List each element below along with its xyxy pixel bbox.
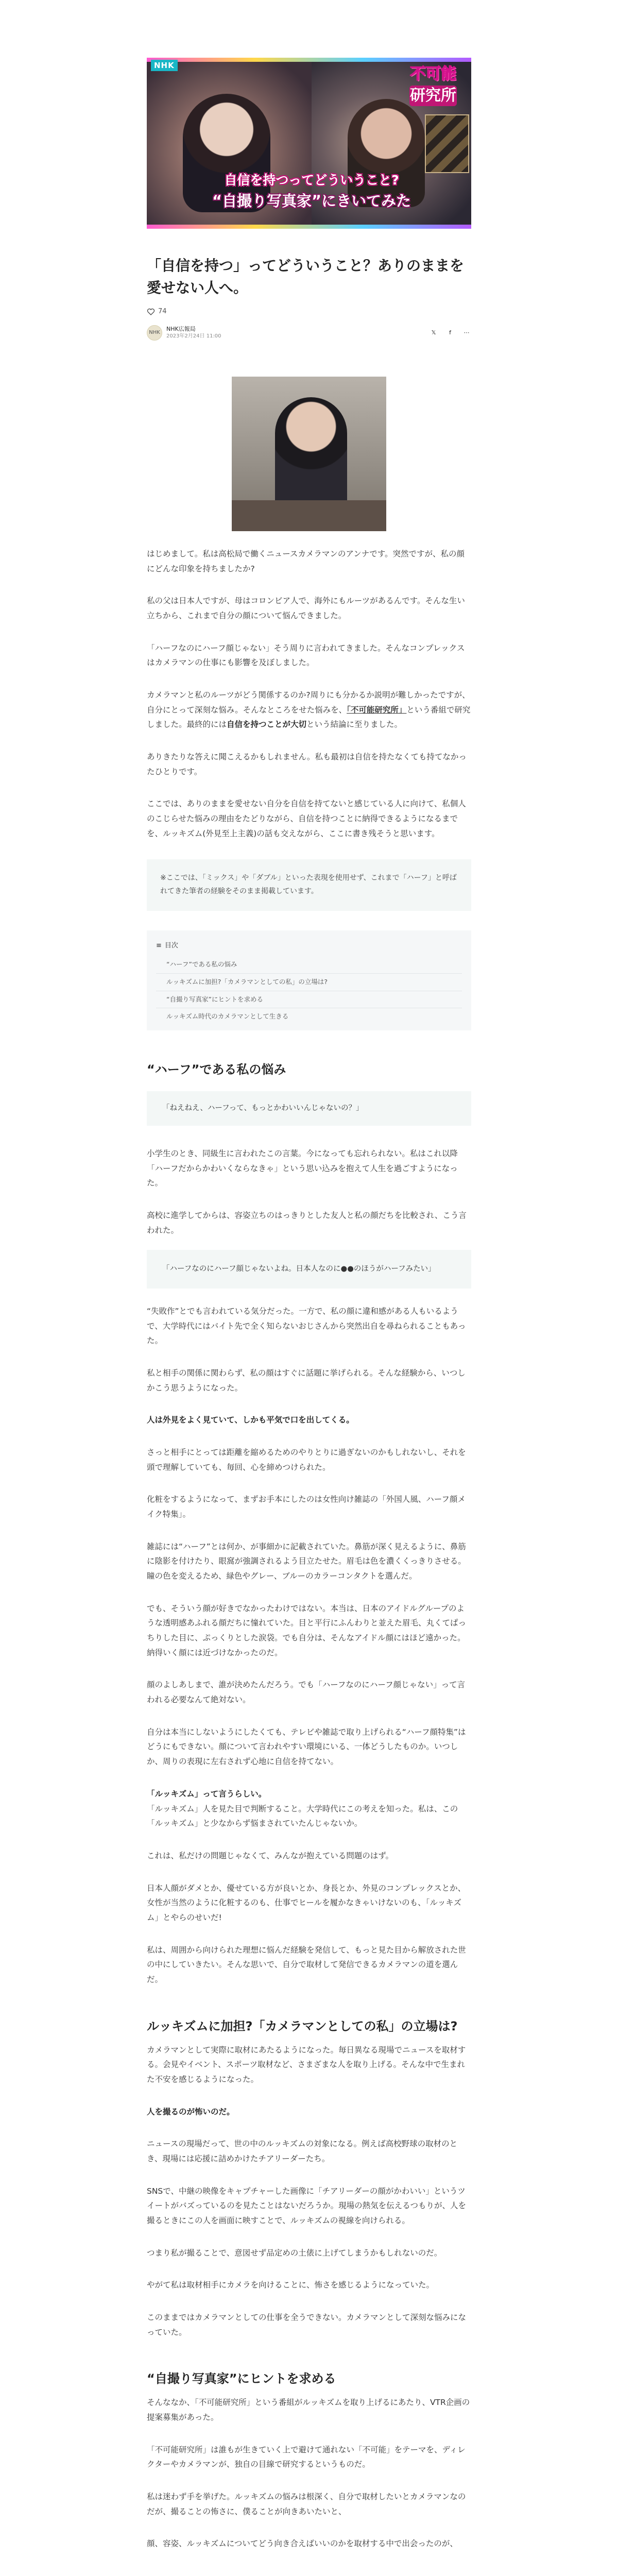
section1-paragraph-7: 化粧をするようになって、まずお手本にしたのは女性向け雑誌の「外国人風、ハーフ顔メイク特集」。 xyxy=(147,1495,466,1519)
section1-paragraph-12: 「ルッキズム」って言うらしい。 「ルッキズム」人を見た目で判断すること。大学時代にこの考えを知った。私は、この「ルッキズム」と少なからず悩まされていたんじゃないか。 xyxy=(147,1789,458,1828)
hero-top-band xyxy=(147,58,471,62)
section2-body xyxy=(147,2043,471,2340)
section1-emphasis-2: 「ルッキズム」って言うらしい。 xyxy=(147,1789,267,1799)
hero-badge-line1: 不可能 xyxy=(410,65,456,83)
avatar[interactable]: NHK xyxy=(147,325,162,341)
hero-image xyxy=(147,58,471,229)
intro-paragraph-4: カメラマンと私のルーツがどう関係するのか?周りにも分かるか説明が難しかったですが、自分にとって深刻な悩み。そんなところをせた悩みを、「不可能研究所」という番組で研究しました。最終的には自信を持つことが大切という結論に至りました。 xyxy=(147,690,471,730)
toc-item-3[interactable]: “自撮り写真家”にヒントを求める xyxy=(156,991,462,1009)
section2-emphasis: 人を撮るのが怖いのだ。 xyxy=(147,2107,235,2116)
section1-paragraph-9: でも、そういう顔が好きでなかったわけではない。本当は、日本のアイドルグループのような透明感あふれる顔だちに憧れていた。目と平行にふんわりと並えた眉毛、丸くてぱっちりした目に、ぷっくりとした涙袋。でも自分は、そんなアイドル顔にはほど遠かった。納得いく顔には近づけなかったのだ。 xyxy=(147,1603,467,1657)
section3-paragraph-1: そんななか、「不可能研究所」という番組がルッキズムを取り上げるにあたり、VTR企画の提案募集があった。 xyxy=(147,2398,470,2422)
toc-list-icon: ≡ xyxy=(156,942,162,950)
section1-emphasis-1: 人は外見をよく見ていて、しかも平気で口を出してくる。 xyxy=(147,1415,354,1425)
like-count: 74 xyxy=(158,307,167,315)
section3-body xyxy=(147,2395,471,2551)
table-of-contents xyxy=(147,930,471,1030)
article xyxy=(147,0,471,2551)
section-heading-1: “ハーフ”である私の悩み xyxy=(147,1062,286,1077)
section2-paragraph-1: カメラマンとして実際に取材にあたるようになった。毎日異なる現場でニュースを取材する。会見やイベント、スポーツ取材など、さまざまな人を取り上げる。そんな中で生まれた不安を感じるようになった。 xyxy=(147,2045,466,2084)
section1-paragraph-6: さっと相手にとっては距離を縮めるためのやりとりに過ぎないのかもしれないし、それを頭で理解していても、毎回、心を締めつけられた。 xyxy=(147,1448,466,1472)
section1-paragraph-15: 私は、周囲から向けられた理想に悩んだ経験を発信して、もっと見た目から解放された世の中にしていきたい。そんな思いで、自分で取材して発信できるカメラマンの道を選んだ。 xyxy=(147,1945,466,1984)
toc-header[interactable] xyxy=(156,940,462,952)
hero-badge-line2: 研究所 xyxy=(409,86,457,106)
section1-paragraph-11: 自分は本当にしないようにしたくても、テレビや雑誌で取り上げられる“ハーフ顔特集”はどうにもできない。顔について言われやすい環境にいる、一体どうしたものか。いつしか、周りの表現に左右されず心地に自信を持てない。 xyxy=(147,1727,466,1767)
section3-paragraph-4: 顔、容姿、ルッキズムについてどう向き合えばいいのかを取材する中で出会ったのが、 xyxy=(147,2539,458,2549)
toc-item-1[interactable]: “ハーフ”である私の悩み xyxy=(156,956,462,974)
terminology-note: ※ここでは、「ミックス」や「ダブル」といった表現を使用せず、これまで「ハーフ」と呼ばれてきた筆者の経験をそのまま掲載しています。 xyxy=(147,859,471,911)
author-block[interactable] xyxy=(147,325,221,341)
hero-photo-prints xyxy=(425,114,469,173)
share-buttons xyxy=(429,328,471,337)
hero-program-badge xyxy=(409,64,457,106)
toc-label: 目次 xyxy=(164,942,178,950)
section2-paragraph-3: ニュースの現場だって、世の中のルッキズムの対象になる。例えば高校野球の取材のとき、現場には応援に詰めかけたチアリーダーたち。 xyxy=(147,2139,458,2163)
section3-paragraph-2: 「不可能研究所」は誰もが生きていく上で避けて通れない「不可能」をテーマを、ディレクターやカメラマンが、独自の目線で研究するというものだ。 xyxy=(147,2445,466,2469)
section1-paragraph-10: 顔のよしあしまで、誰が決めたんだろう。でも「ハーフなのにハーフ顔じゃない」って言われる必要なんて絶対ない。 xyxy=(147,1680,466,1705)
intro-paragraph-3: 「ハーフなのにハーフ顔じゃない」そう周りに言われてきました。そんなコンプレックスはカメラマンの仕事にも影響を及ぼしました。 xyxy=(147,643,465,668)
facebook-share-icon[interactable]: f xyxy=(449,329,451,336)
section1-paragraph-4: 私と相手の関係に関わらず、私の顔はすぐに話題に挙げられる。そんな経験から、いつしかこう思うようになった。 xyxy=(147,1368,466,1393)
section1-paragraph-2: 高校に進学してからは、容姿立ちのはっきりとした友人と私の顔だちを比較され、こう言われた。 xyxy=(147,1210,467,1235)
section1-paragraph-14: 日本人顔がダメとか、優せている方が良いとか、身長とか、外見のコンプレックスとか、女性が当然のように化粧するのも、仕事でヒールを履かなきゃいけないのも、「ルッキズム」とやらのせいだ! xyxy=(147,1883,466,1922)
section3-paragraph-3: 私は迷わず手を挙げた。ルッキズムの悩みは根深く、自分で取材したいとカメラマンなのだが、撮ることの怖さに、僕ることが向きあいたいと、 xyxy=(147,2492,466,2516)
program-name-link[interactable]: 「不可能研究所」 xyxy=(347,705,407,715)
x-share-icon[interactable]: 𝕏 xyxy=(431,329,436,336)
intro-paragraph-5: ありきたりな答えに聞こえるかもしれません。私も最初は自信を持たなくても持てなかったひとりです。 xyxy=(147,752,467,776)
section1-paragraph-1: 小学生のとき、同級生に言われたこの言葉。今になっても忘れられない。私はこれ以降「ハーフだからかわいくならなきゃ」という思い込みを抱えて人生を過ごすようになった。 xyxy=(147,1148,458,1188)
intro-paragraph-1: はじめまして。私は高松局で働くニュースカメラマンのアンナです。突然ですが、私の顔にどんな印象を持ちましたか? xyxy=(147,549,465,573)
intro-section xyxy=(147,547,471,841)
section1-paragraph-13: これは、私だけの問題じゃなくて、みんなが抱えている問題のはず。 xyxy=(147,1851,393,1860)
section2-paragraph-7: このままではカメラマンとしての仕事を全うできない。カメラマンとして深刻な悩みになっていた。 xyxy=(147,2312,467,2337)
intro-paragraph-6: ここでは、ありのままを愛せない自分を自信を持てないと感じている人に向けて、私個人のこじらせた悩みの理由をたどりながら、自信を持つことに納得できるようになるまでを、ルッキズム(外見至上主義)の話も交えながら、ここに書き残そうと思います。 xyxy=(147,799,466,838)
like-row xyxy=(147,306,471,318)
section-heading-3: “自撮り写真家”にヒントを求める xyxy=(147,2371,336,2386)
more-options-icon[interactable]: ⋯ xyxy=(464,329,470,336)
quote-block-2: 「ハーフなのにハーフ顔じゃないよね。日本人なのに●●のほうがハーフみたい」 xyxy=(147,1250,471,1289)
section1-body-2 xyxy=(147,1304,471,1987)
article-title: 「自信を持つ」ってどういうこと？ありのままを愛せない人へ。 xyxy=(147,257,465,297)
hero-bottom-band xyxy=(147,225,471,229)
hero-caption-line2: “自撮り写真家”にきいてみた xyxy=(212,192,411,210)
section-heading-2: ルッキズムに加担?「カメラマンとしての私」の立場は? xyxy=(147,2019,458,2033)
photo-foreground xyxy=(232,500,386,531)
quote-block-1: 「ねえねえ、ハーフって、もっとかわいいんじゃないの？」 xyxy=(147,1091,471,1126)
section1-paragraph-3: “失敗作”とでも言われている気分だった。一方で、私の顔に違和感がある人もいるようで、大学時代にはバイト先で全く知らないおじさんから突然出自を尋ねられることもあった。 xyxy=(147,1307,466,1346)
toc-item-2[interactable]: ルッキズムに加担?「カメラマンとしての私」の立場は? xyxy=(156,974,462,991)
publish-date: 2023年2月24日 11:00 xyxy=(166,333,221,340)
meta-row xyxy=(147,325,471,341)
hero-channel-tag: NHK xyxy=(151,60,178,71)
toc-item-4[interactable]: ルッキズム時代のカメラマンとして生きる xyxy=(166,1012,289,1021)
author-name[interactable]: NHK広報局 xyxy=(166,326,196,333)
hero-caption xyxy=(167,170,456,211)
hero-caption-line1: 自信を持つってどういうこと? xyxy=(224,173,399,188)
article-photo xyxy=(232,377,386,531)
section2-paragraph-4: SNSで、中継の映像をキャプチャーした画像に「チアリーダーの顔がかわいい」というツイートがバズっているのを見たことはないだろうか。現場の熱気を伝えるつもりが、人を撮るときにこの人を画面に映すことで、ルッキズムの視線を向けられる。 xyxy=(147,2186,467,2225)
section1-paragraph-8: 雑誌には“ハーフ”とは何か、が事細かに記載されていた。鼻筋が深く見えるように、鼻筋に陰影を付けたり、眼窩が強調されるよう目立たせた。眉毛は色を濃くくっきりさせる。瞳の色を変えるため、緑色やグレー、ブルーのカラーコンタクトを選んだ。 xyxy=(147,1541,466,1581)
intro-paragraph-2: 私の父は日本人ですが、母はコロンビア人で、海外にもルーツがあるんです。そんな生い立ちから、これまで自分の顔について悩んできました。 xyxy=(147,596,465,620)
section2-paragraph-6: やがて私は取材相手にカメラを向けることに、怖さを感じるようになっていた。 xyxy=(147,2280,435,2290)
section1-body xyxy=(147,1146,471,1238)
heart-icon[interactable] xyxy=(147,308,155,316)
section2-paragraph-5: つまり私が撮ることで、意図せず品定めの土俵に上げてしまうかもしれないのだ。 xyxy=(147,2248,442,2258)
